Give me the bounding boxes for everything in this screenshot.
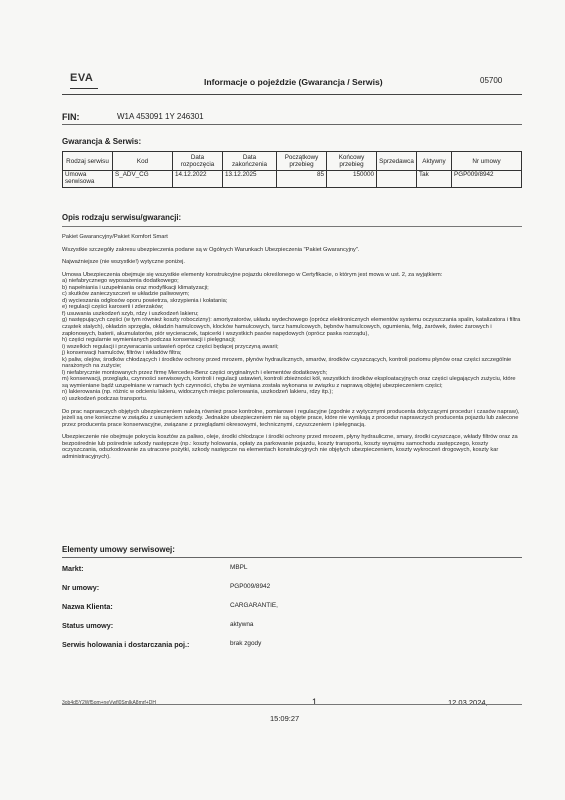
exclusion-item: l) niefabrycznie montowanych przez firmę Mercedes-Benz części oryginalnych i elementów dodatkowych; — [62, 369, 328, 376]
warranty-section-title: Gwarancja & Serwis: — [62, 137, 142, 146]
footer-date: 12.03.2024, — [448, 698, 488, 707]
column-header: Końcowy przebieg — [327, 152, 377, 171]
description-paragraph: Ubezpieczenie nie obejmuje pokrycia kosztów za paliwo, oleje, środki chłodzące i środki ochrony przed mrozem, płyny hydrauliczne, smary, środki czyszczące, wkłady filtrów oraz za bezpośrednie lub pośrednie szkody następcze (np.: koszty holowania, opłaty za parkowanie pojazdu, koszty transportu, koszty wynajmu samochodu zastępczego, koszty oczyszczania, odszkodowanie za utracone pożytki, szkody następcze na elementach konstrukcyjnych nie objętych ubezpieczeniem, koszty wykroczeń drogowych, koszty kar administracyjnych). — [62, 434, 518, 460]
column-header: Data zakończenia — [223, 152, 277, 171]
page-number: 1 — [312, 697, 318, 707]
fin-value: W1A 453091 1Y 246301 — [117, 112, 204, 121]
description-title: Opis rodzaju serwisu/gwarancji: — [62, 213, 182, 222]
contract-status-value: aktywna — [230, 621, 254, 628]
document-title: Informacje o pojeździe (Gwarancja / Serwis) — [204, 77, 383, 87]
description-paragraph: Umowa Ubezpieczenia obejmuje się wszystkie elementy konstrukcyjne pojazdu określonego w Certyfikacie, o którym jest mowa w ust. 2, za wyjątkiem: — [62, 271, 443, 278]
contract-elements-divider — [62, 557, 522, 558]
table-cell: S_ADV_CG — [113, 171, 173, 188]
fin-divider — [62, 124, 522, 125]
description-paragraph: Pakiet Gwarancyjny/Pakiet Komfort Smart — [62, 234, 168, 240]
exclusion-item: i) wszelkich regulacji i przywracania ustawień oprócz części będącej przyczyną awarii; — [62, 343, 279, 350]
table-cell: 150000 — [327, 171, 377, 188]
exclusion-item: m) konserwacji, przeglądu, czynności serwisowych, kontroli i regulacji ustawień, kontroli zbieżności kół, wszystkich środków eksploatacyjnych oraz części ulegających zużyciu, które są wymieniane bądź uzupełniane w ramach tych czynności, chyba że wymiana została wykonana w związku z naprawą objętej ubezpieczeniem części; — [62, 376, 516, 389]
exclusion-item: k) paliw, olejów, środków chłodzących i środków ochrony przed mrozem, płynów hydraulicznych, smarów, środków czyszczących, kontroli poziomu płynów oraz części szczególnie narażonych na zużycie; — [62, 356, 512, 370]
client-name-label: Nazwa Klienta: — [62, 602, 113, 611]
column-header: Początkowy przebieg — [277, 152, 327, 171]
table-cell: 13.12.2025 — [223, 171, 277, 188]
exclusion-item: f) usuwania uszkodzeń szyb, rdzy i uszkodzeń lakieru; — [62, 310, 199, 317]
contract-number-label: Nr umowy: — [62, 583, 100, 592]
column-header: Aktywny — [417, 152, 452, 171]
exclusion-item: n) lakierowania (np. różnic w odcieniu lakieru, widocznych miejsc polerowania, uszkodzeń lakieru, rdzy itp.); — [62, 389, 333, 396]
footer-time: 15:09:27 — [270, 714, 300, 723]
towing-service-value: brak zgody — [230, 640, 262, 647]
header-divider — [62, 94, 522, 95]
table-cell: Umowa serwisowa — [63, 171, 113, 188]
column-header: Sprzedawca — [377, 152, 417, 171]
contract-elements-title: Elementy umowy serwisowej: — [62, 545, 175, 554]
exclusion-item: e) regulacji części karoserii i zderzaków; — [62, 304, 164, 311]
document-code: 05700 — [480, 76, 503, 85]
fin-label: FIN: — [62, 112, 80, 122]
table-cell — [377, 171, 417, 188]
column-header: Data rozpoczęcia — [173, 152, 223, 171]
table-cell: 85 — [277, 171, 327, 188]
exclusion-item: j) konserwacji hamulców, filtrów i wkładów filtra; — [62, 350, 182, 357]
description-paragraph: Wszystkie szczegóły zakresu ubezpieczenia podane są w Ogólnych Warunkach Ubezpieczenia "Pakiet Gwarancyjny". — [62, 246, 360, 253]
footer-hash: 3ob4d5Y2Wf5om+neVwfl0SmlkA8mrf+DH — [62, 700, 156, 706]
market-value: MBPL — [230, 564, 248, 571]
description-paragraph: Do prac naprawczych objętych ubezpieczeniem należą również prace kontrolne, pomiarowe i regulacyjne (zgodnie z wytycznymi producenta dotyczącymi procedur i czasów napraw), jeżeli są one konieczne w związku z usunięciem szkody. Jednakże ubezpieczeniem nie są objęte prace, które nie wynikają z procedur naprawczych producenta pojazdu lub zalecone przez producenta prace konserwacyjne, związane z przeglądami okresowymi, technicznymi, czyszczeniem i pielęgnacją. — [62, 408, 520, 428]
description-body — [62, 234, 522, 466]
exclusion-item: b) napełniania i uzupełniania oraz modyfikacji klimatyzacji; — [62, 284, 209, 291]
table-row — [63, 171, 522, 188]
exclusion-item: g) następujących części (w tym również koszty roboczizny): amortyzatorów, układu wydechowego (oprócz elektronicznych elementów systemu oczyszczania spalin, katalizatora i filtra cząstek stałych), okładzin sprzęgła, okładzin hamulcowych, klocków hamulcowych, tarcz hamulcowych, bębnów hamulcowych, ogumienia, felg, żarówek, świec żarowych i zapłonowych, baterii, akumulatorów, piór wycieraczek, tapicerki i wszystkich pasów napędowych (oprócz paska rozrządu), — [62, 317, 521, 337]
market-label: Markt: — [62, 564, 84, 573]
towing-service-label: Serwis holowania i dostarczania poj.: — [62, 640, 190, 649]
table-cell: 14.12.2022 — [173, 171, 223, 188]
column-header: Nr umowy — [452, 152, 522, 171]
warranty-table — [62, 151, 522, 188]
exclusion-item: c) skutków zanieczyszczeń w układzie paliwowym; — [62, 291, 190, 298]
footer-divider — [62, 704, 522, 705]
table-header-row — [63, 152, 522, 171]
column-header: Kod — [113, 152, 173, 171]
eva-logo: EVA — [70, 72, 98, 89]
client-name-value: CARGARANTIE, — [230, 602, 278, 609]
contract-number-value: PGP009/8942 — [230, 583, 271, 590]
description-paragraph: Najważniejsze (nie wszystkie!) wytyczne poniżej. — [62, 259, 185, 266]
table-cell: Tak — [417, 171, 452, 188]
table-cell: PGP009/8942 — [452, 171, 522, 188]
exclusion-item: o) uszkodzeń podczas transportu. — [62, 396, 148, 403]
contract-status-label: Status umowy: — [62, 621, 114, 630]
exclusion-item: a) niefabrycznego wyposażenia dodatkowego; — [62, 278, 179, 285]
description-divider — [62, 226, 522, 227]
column-header: Rodzaj serwisu — [63, 152, 113, 171]
exclusion-item: d) wycieszania odgłosów oporu powietrza, skrzypienia i kołatania; — [62, 297, 228, 304]
exclusion-item: h) części regularnie wymienianych podczas konserwacji i pielęgnacji; — [62, 337, 236, 344]
